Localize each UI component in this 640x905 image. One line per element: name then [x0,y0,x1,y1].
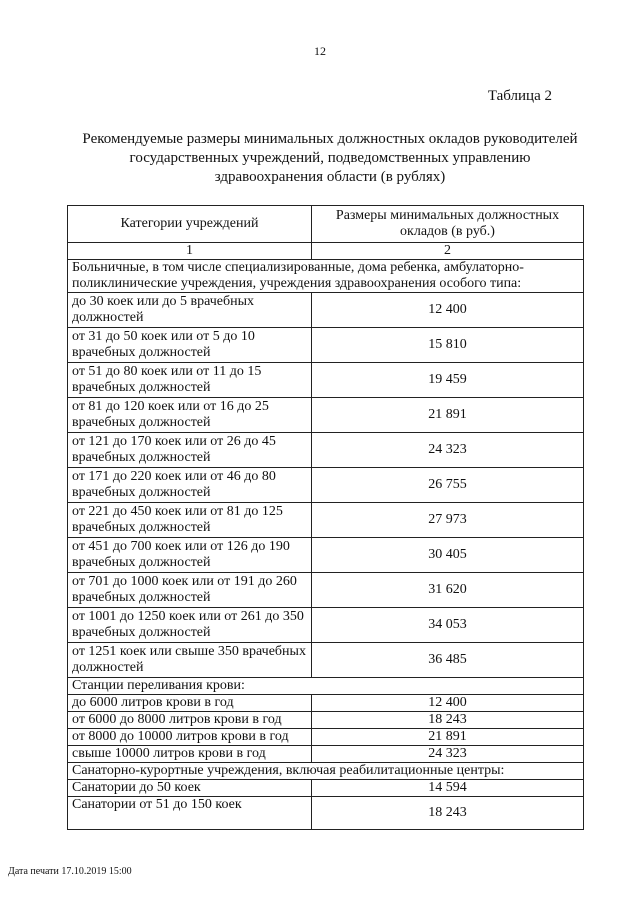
value-cell: 18 243 [312,797,584,830]
category-cell: Санатории до 50 коек [68,780,312,797]
column-number: 1 [68,243,312,260]
category-cell: Санатории от 51 до 150 коек [68,797,312,830]
group-row [68,678,584,695]
value-cell: 21 891 [312,398,584,433]
table-label: Таблица 2 [487,88,552,104]
table-row [68,363,584,398]
category-cell: от 8000 до 10000 литров крови в год [68,729,312,746]
page-number: 12 [314,44,326,58]
table-row [68,746,584,763]
category-cell: от 701 до 1000 коек или от 191 до 260 врачебных должностей [68,573,312,608]
header-category: Категории учреждений [68,206,312,243]
table-row [68,433,584,468]
title-line: Рекомендуемые размеры минимальных должностных окладов руководителей [82,131,578,147]
value-cell: 36 485 [312,643,584,678]
table-row [68,503,584,538]
category-cell: до 30 коек или до 5 врачебных должностей [68,293,312,328]
category-cell: от 31 до 50 коек или от 5 до 10 врачебных должностей [68,328,312,363]
table-row [68,729,584,746]
salary-table [67,205,584,830]
title-line: государственных учреждений, подведомственных управлению [129,150,531,166]
title-line: здравоохранения области (в рублях) [214,169,446,185]
category-cell: от 6000 до 8000 литров крови в год [68,712,312,729]
value-cell: 12 400 [312,293,584,328]
value-cell: 31 620 [312,573,584,608]
group-title: Больничные, в том числе специализированные, дома ребенка, амбулаторно-поликлинические учреждения, учреждения здравоохранения особого типа: [68,260,584,293]
table-row [68,643,584,678]
category-cell: от 221 до 450 коек или от 81 до 125 врачебных должностей [68,503,312,538]
category-cell: до 6000 литров крови в год [68,695,312,712]
print-date: Дата печати 17.10.2019 15:00 [8,866,132,877]
category-cell: от 451 до 700 коек или от 126 до 190 врачебных должностей [68,538,312,573]
value-cell: 12 400 [312,695,584,712]
value-cell: 24 323 [312,433,584,468]
value-cell: 18 243 [312,712,584,729]
table-row [68,780,584,797]
group-row [68,260,584,293]
group-row [68,763,584,780]
category-cell: от 51 до 80 коек или от 11 до 15 врачебных должностей [68,363,312,398]
group-title: Станции переливания крови: [68,678,584,695]
value-cell: 27 973 [312,503,584,538]
header-row [68,206,584,243]
value-cell: 19 459 [312,363,584,398]
column-number: 2 [312,243,584,260]
table-row [68,468,584,503]
column-number-row [68,243,584,260]
value-cell: 14 594 [312,780,584,797]
header-salary: Размеры минимальных должностных окладов (в руб.) [312,206,584,243]
value-cell: 30 405 [312,538,584,573]
category-cell: от 121 до 170 коек или от 26 до 45 врачебных должностей [68,433,312,468]
value-cell: 15 810 [312,328,584,363]
category-cell: от 1251 коек или свыше 350 врачебных должностей [68,643,312,678]
table-row [68,797,584,830]
category-cell: от 1001 до 1250 коек или от 261 до 350 врачебных должностей [68,608,312,643]
table-row [68,328,584,363]
table-row [68,712,584,729]
category-cell: от 171 до 220 коек или от 46 до 80 врачебных должностей [68,468,312,503]
value-cell: 26 755 [312,468,584,503]
value-cell: 34 053 [312,608,584,643]
table-row [68,538,584,573]
table-row [68,573,584,608]
group-title: Санаторно-курортные учреждения, включая реабилитационные центры: [68,763,584,780]
document-title [80,130,580,187]
category-cell: от 81 до 120 коек или от 16 до 25 врачебных должностей [68,398,312,433]
table-row [68,608,584,643]
table-row [68,293,584,328]
table-row [68,398,584,433]
value-cell: 24 323 [312,746,584,763]
category-cell: свыше 10000 литров крови в год [68,746,312,763]
value-cell: 21 891 [312,729,584,746]
table-row [68,695,584,712]
